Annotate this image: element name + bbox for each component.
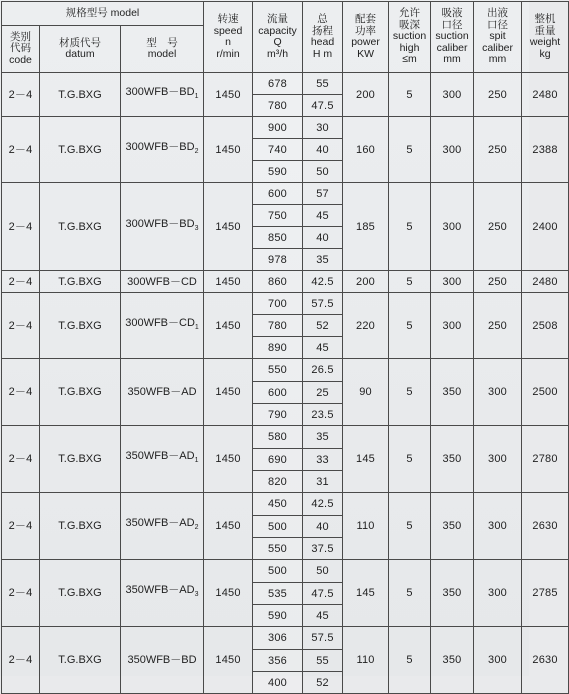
datum-header [40, 26, 121, 73]
model-name: 350WFB－BD [127, 654, 197, 666]
head-cell: 30 [303, 117, 343, 139]
head-cell: 37.5 [303, 538, 343, 560]
model-name: 350WFB－AD [127, 386, 197, 398]
datum-cell: T.G.BXG [40, 359, 121, 426]
weight-cell: 2480 [522, 73, 569, 117]
header-line: suction [392, 30, 427, 43]
header-line: 配套 [355, 13, 377, 25]
table-row [2, 560, 569, 583]
datum-cell: T.G.BXG [40, 183, 121, 271]
suction-high-cell: 5 [389, 183, 431, 271]
speed-cell: 1450 [204, 117, 253, 183]
header-line: mm [488, 53, 507, 66]
model-cell [121, 183, 204, 271]
header-line: 扬程 [312, 24, 334, 37]
weight-cell: 2508 [522, 293, 569, 359]
table-row [2, 493, 569, 516]
spit-caliber-cell: 250 [474, 117, 522, 183]
model-cell [121, 117, 204, 183]
spit-caliber-cell: 250 [474, 73, 522, 117]
header-line: r/min [216, 47, 240, 60]
weight-cell: 2400 [522, 183, 569, 271]
header-line: code [9, 53, 32, 66]
model-subscript: 2 [194, 524, 199, 532]
header-line: spit [489, 30, 506, 43]
suction-caliber-cell: 350 [431, 493, 474, 560]
model-subscript: 1 [194, 93, 199, 101]
head-cell: 26.5 [303, 359, 343, 382]
suction-high-cell: 5 [389, 73, 431, 117]
model-subscript: 1 [194, 324, 199, 332]
head-cell: 47.5 [303, 95, 343, 117]
weight-cell: 2388 [522, 117, 569, 183]
header-line: 口径 [487, 18, 509, 31]
suction-caliber-cell: 350 [431, 359, 474, 426]
header-line: 重量 [534, 24, 556, 37]
code-header [2, 26, 40, 73]
header-line: 吸液 [441, 7, 463, 20]
header-line: kg [539, 47, 551, 60]
capacity-cell: 850 [253, 227, 303, 249]
spit-caliber-header [474, 2, 522, 73]
head-header [303, 2, 343, 73]
model-cell [121, 359, 204, 426]
datum-cell: T.G.BXG [40, 293, 121, 359]
speed-cell: 1450 [204, 493, 253, 560]
header-line: 总 [317, 13, 328, 25]
model-subscript: 3 [194, 225, 199, 233]
capacity-cell: 550 [253, 359, 303, 382]
capacity-cell: 590 [253, 605, 303, 627]
head-cell: 45 [303, 605, 343, 627]
code-cell: 2－4 [2, 359, 40, 426]
header-line: suction [435, 30, 469, 43]
header-line: KW [357, 47, 374, 60]
suction-caliber-cell: 350 [431, 560, 474, 627]
head-cell: 25 [303, 382, 343, 404]
capacity-cell: 860 [253, 271, 303, 293]
capacity-cell: 900 [253, 117, 303, 139]
model-name: 300WFB－BD [125, 140, 195, 153]
head-cell: 55 [303, 650, 343, 672]
model-subscript: 3 [194, 591, 199, 599]
spit-caliber-cell: 300 [474, 359, 522, 426]
table-row [2, 73, 569, 95]
head-cell: 45 [303, 205, 343, 227]
header-line: 材质代号 [59, 36, 101, 49]
model-header [121, 26, 204, 73]
head-cell: 42.5 [303, 493, 343, 516]
capacity-cell: 678 [253, 73, 303, 95]
suction-high-header [389, 2, 431, 73]
capacity-cell: 600 [253, 183, 303, 205]
head-cell: 42.5 [303, 271, 343, 293]
header-line: mm [443, 53, 461, 66]
suction-high-cell: 5 [389, 117, 431, 183]
header-line: 代码 [10, 42, 31, 55]
speed-cell: 1450 [204, 73, 253, 117]
datum-cell: T.G.BXG [40, 560, 121, 627]
head-cell: 35 [303, 426, 343, 449]
head-cell: 57.5 [303, 293, 343, 315]
suction-caliber-cell: 300 [431, 183, 474, 271]
spit-caliber-cell: 250 [474, 183, 522, 271]
capacity-cell: 890 [253, 337, 303, 359]
datum-cell: T.G.BXG [40, 73, 121, 117]
code-cell: 2－4 [2, 117, 40, 183]
capacity-cell: 500 [253, 516, 303, 538]
weight-cell: 2500 [522, 359, 569, 426]
spit-caliber-cell: 250 [474, 293, 522, 359]
power-cell: 220 [343, 293, 389, 359]
power-cell: 200 [343, 271, 389, 293]
header-line: 功率 [355, 24, 377, 37]
suction-high-cell: 5 [389, 627, 431, 694]
head-cell: 52 [303, 672, 343, 694]
power-cell: 200 [343, 73, 389, 117]
power-cell: 160 [343, 117, 389, 183]
code-cell: 2－4 [2, 271, 40, 293]
suction-caliber-cell: 300 [431, 73, 474, 117]
suction-caliber-cell: 350 [431, 426, 474, 493]
head-cell: 52 [303, 315, 343, 337]
spec-table-body [2, 73, 569, 694]
table-row [2, 426, 569, 449]
head-cell: 23.5 [303, 404, 343, 426]
table-row [2, 271, 569, 293]
spit-caliber-cell: 300 [474, 560, 522, 627]
table-row [2, 627, 569, 650]
model-name: 300WFB－BD [125, 85, 195, 98]
capacity-cell: 780 [253, 315, 303, 337]
head-cell: 33 [303, 449, 343, 471]
capacity-cell: 690 [253, 449, 303, 471]
speed-cell: 1450 [204, 183, 253, 271]
datum-cell: T.G.BXG [40, 271, 121, 293]
head-cell: 55 [303, 73, 343, 95]
power-cell: 110 [343, 493, 389, 560]
suction-high-cell: 5 [389, 359, 431, 426]
weight-cell: 2785 [522, 560, 569, 627]
header-line: H m [312, 47, 333, 60]
suction-caliber-cell: 300 [431, 117, 474, 183]
header-line: capacity [258, 24, 297, 37]
header-line: 口径 [441, 18, 463, 31]
head-cell: 50 [303, 161, 343, 183]
speed-cell: 1450 [204, 426, 253, 493]
suction-high-cell: 5 [389, 293, 431, 359]
model-name: 350WFB－AD [125, 517, 195, 530]
capacity-cell: 535 [253, 583, 303, 605]
capacity-cell: 978 [253, 249, 303, 271]
suction-caliber-cell: 300 [431, 293, 474, 359]
head-cell: 40 [303, 516, 343, 538]
header-line: weight [529, 36, 561, 48]
header-line: high [399, 41, 420, 54]
header-line: n [225, 36, 231, 48]
capacity-cell: 590 [253, 161, 303, 183]
head-cell: 50 [303, 560, 343, 583]
header-line: Q [273, 36, 282, 48]
model-name: 300WFB－BD [125, 217, 195, 230]
weight-cell: 2630 [522, 627, 569, 694]
speed-header [204, 2, 253, 73]
speed-cell: 1450 [204, 627, 253, 694]
capacity-cell: 820 [253, 471, 303, 493]
head-cell: 57.5 [303, 627, 343, 650]
datum-cell: T.G.BXG [40, 117, 121, 183]
header-line: power [351, 36, 380, 48]
weight-cell: 2480 [522, 271, 569, 293]
header-line: datum [65, 48, 95, 60]
speed-cell: 1450 [204, 359, 253, 426]
head-cell: 45 [303, 337, 343, 359]
suction-high-cell: 5 [389, 426, 431, 493]
header-line: 转速 [217, 13, 239, 25]
header-line: caliber [436, 41, 468, 54]
spit-caliber-cell: 300 [474, 493, 522, 560]
power-cell: 185 [343, 183, 389, 271]
header-line: speed [213, 24, 243, 37]
capacity-cell: 400 [253, 672, 303, 694]
model-cell [121, 627, 204, 694]
model-cell [121, 293, 204, 359]
model-cell [121, 560, 204, 627]
power-cell: 90 [343, 359, 389, 426]
table-row [2, 359, 569, 382]
code-cell: 2－4 [2, 560, 40, 627]
power-cell: 145 [343, 560, 389, 627]
header-line: ≤m [402, 53, 417, 66]
header-line: 吸深 [399, 18, 421, 31]
capacity-cell: 600 [253, 382, 303, 404]
code-cell: 2－4 [2, 493, 40, 560]
model-name: 300WFB－CD [127, 275, 197, 288]
suction-high-cell: 5 [389, 493, 431, 560]
model-name: 350WFB－AD [125, 584, 195, 597]
header-line: 整机 [534, 13, 556, 25]
weight-header [522, 2, 569, 73]
model-cell [121, 493, 204, 560]
capacity-cell: 450 [253, 493, 303, 516]
head-cell: 47.5 [303, 583, 343, 605]
header-line: 流量 [267, 13, 289, 25]
header-line: 允许 [399, 7, 421, 20]
head-cell: 40 [303, 139, 343, 161]
code-cell: 2－4 [2, 73, 40, 117]
table-row [2, 293, 569, 315]
capacity-cell: 500 [253, 560, 303, 583]
suction-caliber-header [431, 2, 474, 73]
capacity-cell: 356 [253, 650, 303, 672]
spit-caliber-cell: 300 [474, 426, 522, 493]
capacity-cell: 780 [253, 95, 303, 117]
model-cell [121, 426, 204, 493]
code-cell: 2－4 [2, 293, 40, 359]
suction-caliber-cell: 300 [431, 271, 474, 293]
table-row [2, 117, 569, 139]
model-cell [121, 271, 204, 293]
header-line: head [310, 36, 335, 48]
model-subscript: 1 [194, 457, 199, 465]
capacity-cell: 580 [253, 426, 303, 449]
spec-model-header: 规格型号 model [2, 2, 204, 26]
suction-caliber-cell: 350 [431, 627, 474, 694]
header-line: model [147, 48, 177, 60]
model-cell [121, 73, 204, 117]
header-line: m³/h [267, 47, 289, 60]
datum-cell: T.G.BXG [40, 493, 121, 560]
model-subscript: 2 [194, 148, 199, 156]
header-line: 出液 [487, 7, 509, 20]
spit-caliber-cell: 300 [474, 627, 522, 694]
capacity-cell: 750 [253, 205, 303, 227]
speed-cell: 1450 [204, 271, 253, 293]
model-name: 350WFB－AD [125, 450, 195, 463]
header-line: 类别 [10, 30, 31, 43]
power-cell: 110 [343, 627, 389, 694]
power-cell: 145 [343, 426, 389, 493]
weight-cell: 2630 [522, 493, 569, 560]
datum-cell: T.G.BXG [40, 627, 121, 694]
suction-high-cell: 5 [389, 560, 431, 627]
capacity-cell: 740 [253, 139, 303, 161]
power-header [343, 2, 389, 73]
weight-cell: 2780 [522, 426, 569, 493]
header-line: caliber [482, 41, 513, 54]
capacity-cell: 306 [253, 627, 303, 650]
head-cell: 57 [303, 183, 343, 205]
capacity-header [253, 2, 303, 73]
capacity-cell: 700 [253, 293, 303, 315]
code-cell: 2－4 [2, 183, 40, 271]
speed-cell: 1450 [204, 560, 253, 627]
model-name: 300WFB－CD [125, 316, 195, 329]
capacity-cell: 550 [253, 538, 303, 560]
head-cell: 31 [303, 471, 343, 493]
spit-caliber-cell: 250 [474, 271, 522, 293]
head-cell: 35 [303, 249, 343, 271]
pump-spec-table [1, 1, 569, 694]
head-cell: 40 [303, 227, 343, 249]
table-row [2, 183, 569, 205]
suction-high-cell: 5 [389, 271, 431, 293]
code-cell: 2－4 [2, 627, 40, 694]
speed-cell: 1450 [204, 293, 253, 359]
datum-cell: T.G.BXG [40, 426, 121, 493]
code-cell: 2－4 [2, 426, 40, 493]
capacity-cell: 790 [253, 404, 303, 426]
header-line: 型 号 [146, 36, 178, 49]
